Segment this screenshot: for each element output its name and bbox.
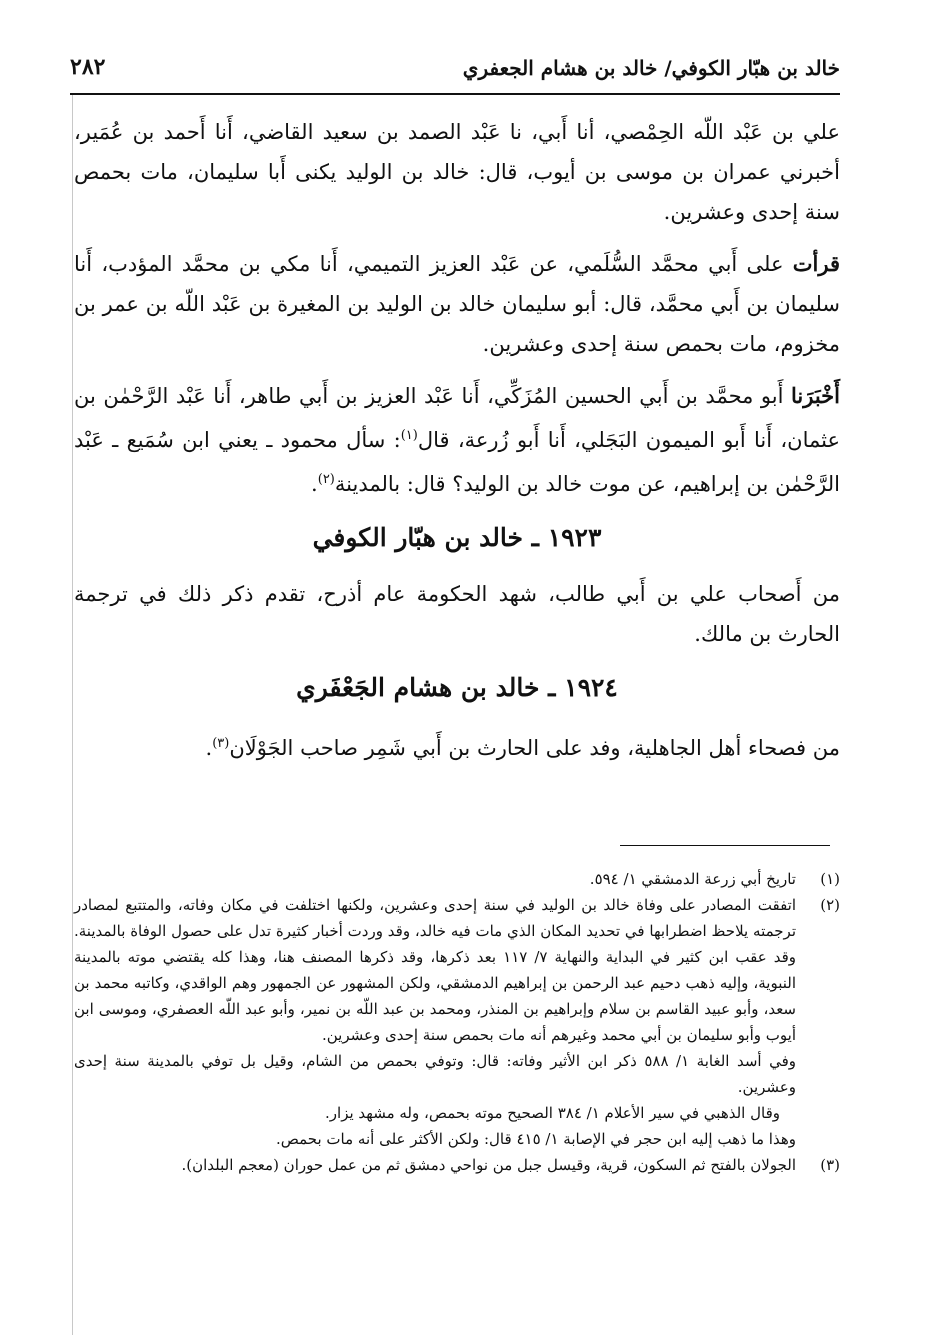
footnote-2-continued-b: وقال الذهبي في سير الأعلام ١/ ٣٨٤ الصحيح موته بحمص، وله مشهد يزار. — [325, 1104, 780, 1122]
paragraph-4: من أَصحاب علي بن أَبي طالب، شهد الحكومة عام أذرح، تقدم ذكر ذلك في ترجمة الحارث بن مالك. — [74, 582, 840, 646]
paragraph-2-lead: قرأت — [792, 251, 840, 276]
footnote-ref-2: (٢) — [317, 472, 335, 487]
paragraph-2 — [74, 244, 840, 364]
paragraph-1: علي بن عَبْد اللّه الحِمْصي، أنا أَبي، نا عَبْد الصمد بن سعيد القاضي، أَنا أَحمد بن عُمَير، أخبرني عمران بن موسى بن أيوب، قال: خالد بن الوليد يكنى أَبا سليمان، مات بحمص سنة إحدى وعشرين. — [74, 120, 840, 224]
running-title: خالد بن هبّار الكوفي/ خالد بن هشام الجعفري — [462, 56, 840, 80]
footnote-ref-1: (١) — [400, 428, 418, 443]
footnotes — [74, 866, 840, 1178]
paragraph-3-end: . — [311, 472, 318, 496]
page-header — [70, 56, 840, 96]
footnote-text: الجولان بالفتح ثم السكون، قرية، وقيسل جبل من نواحي دمشق ثم من عمل حوران (معجم البلدان). — [181, 1156, 796, 1174]
page-number: ٢٨٢ — [70, 54, 106, 80]
footnote-2-continued-a: وفي أسد الغابة ١/ ٥٨٨ ذكر ابن الأثير وفاته: قال: وتوفي بحمص من الشام، وقيل بل توفي بالمدينة سنة إحدى وعشرين. — [74, 1052, 796, 1096]
paragraph-5 — [74, 724, 840, 768]
paragraph-5-end: . — [205, 736, 213, 760]
footnote-text: اتفقت المصادر على وفاة خالد بن الوليد في سنة إحدى وعشرين، ولكنها اختلفت في مكان وفاته، والمتتبع لمصادر ترجمته يلاحظ اضطرابها في تحديد المكان الذي مات فيه خالد، وقد وردت أخبار كثيرة تدل على حصول الوفاة بالمدينة. وقد عقب ابن كثير في البداية والنهاية ٧/ ١١٧ بعد ذكرها، وقد ذكرها المصنف هنا، وهذا كله يقتضي موته بالمدينة النبوية، وإليه ذهب دحيم عبد الرحمن بن إبراهيم الدمشقي، ولكن المشهور عن الجمهور وهم الواقدي، وكاتبه محمد بن سعد، وأبو عبيد القاسم بن سلام وإبراهيم بن المنذر، ومحمد بن عبد اللّه بن نمير، وأبو عبد اللّه العصفري، وموسى ابن أيوب وأبو سليمان بن أبي محمد وغيرهم أنه مات بحمص سنة إحدى وعشرين. — [74, 896, 796, 1044]
margin-line — [72, 95, 73, 1335]
entry-heading-1923: ١٩٢٣ ـ خالد بن هبّار الكوفي — [312, 523, 602, 552]
footnote-rule — [620, 845, 830, 846]
header-rule — [70, 93, 840, 95]
footnote-3 — [74, 1152, 840, 1178]
paragraph-2-text: على أَبي محمَّد السُّلَمي، عن عَبْد العزيز التميمي، أَنا مكي بن محمَّد المؤدب، أَنا سليمان بن أَبي محمَّد، قال: أبو سليمان خالد بن الوليد بن المغيرة بن عَبْد اللّه بن عمر بن مخزوم، مات بحمص سنة إحدى وعشرين. — [74, 252, 840, 356]
paragraph-3-text-b: : سأل محمود ـ يعني ابن سُمَيع ـ عَبْد الرَّحْمٰن بن إبراهيم، عن موت خالد بن الوليد؟ قال: بالمدينة — [74, 428, 840, 496]
footnote-ref-3: (٣) — [212, 736, 230, 751]
footnote-2 — [74, 892, 840, 1048]
footnote-number: (٣) — [820, 1156, 840, 1174]
footnote-number: (٢) — [820, 896, 840, 914]
footnote-text: تاريخ أبي زرعة الدمشقي ١/ ٥٩٤. — [589, 870, 796, 888]
paragraph-3-lead: أَخْبَرَنا — [791, 383, 840, 408]
paragraph-3-text: أَبو محمَّد بن أَبي الحسين المُزَكِّي، أَنا عَبْد العزيز بن أَبي طاهر، أَنا عَبْد الرَّحْمٰن بن عثمان، أَنا أَبو الميمون البَجَلي، أَنا أَبو زُرعة، قال — [74, 384, 840, 452]
paragraph-3 — [74, 376, 840, 504]
footnote-2-continued-c: وهذا ما ذهب إليه ابن حجر في الإصابة ١/ ٤١٥ قال: ولكن الأكثر على أنه مات بحمص. — [275, 1130, 796, 1148]
paragraph-5-text: من فصحاء أهل الجاهلية، وفد على الحارث بن أَبي شَمِر صاحب الجَوْلَان — [229, 736, 840, 760]
footnote-number: (١) — [820, 870, 840, 888]
entry-heading-1924: ١٩٢٤ ـ خالد بن هشام الجَعْفَري — [296, 673, 618, 702]
footnote-1 — [74, 866, 840, 892]
main-text — [74, 112, 840, 780]
